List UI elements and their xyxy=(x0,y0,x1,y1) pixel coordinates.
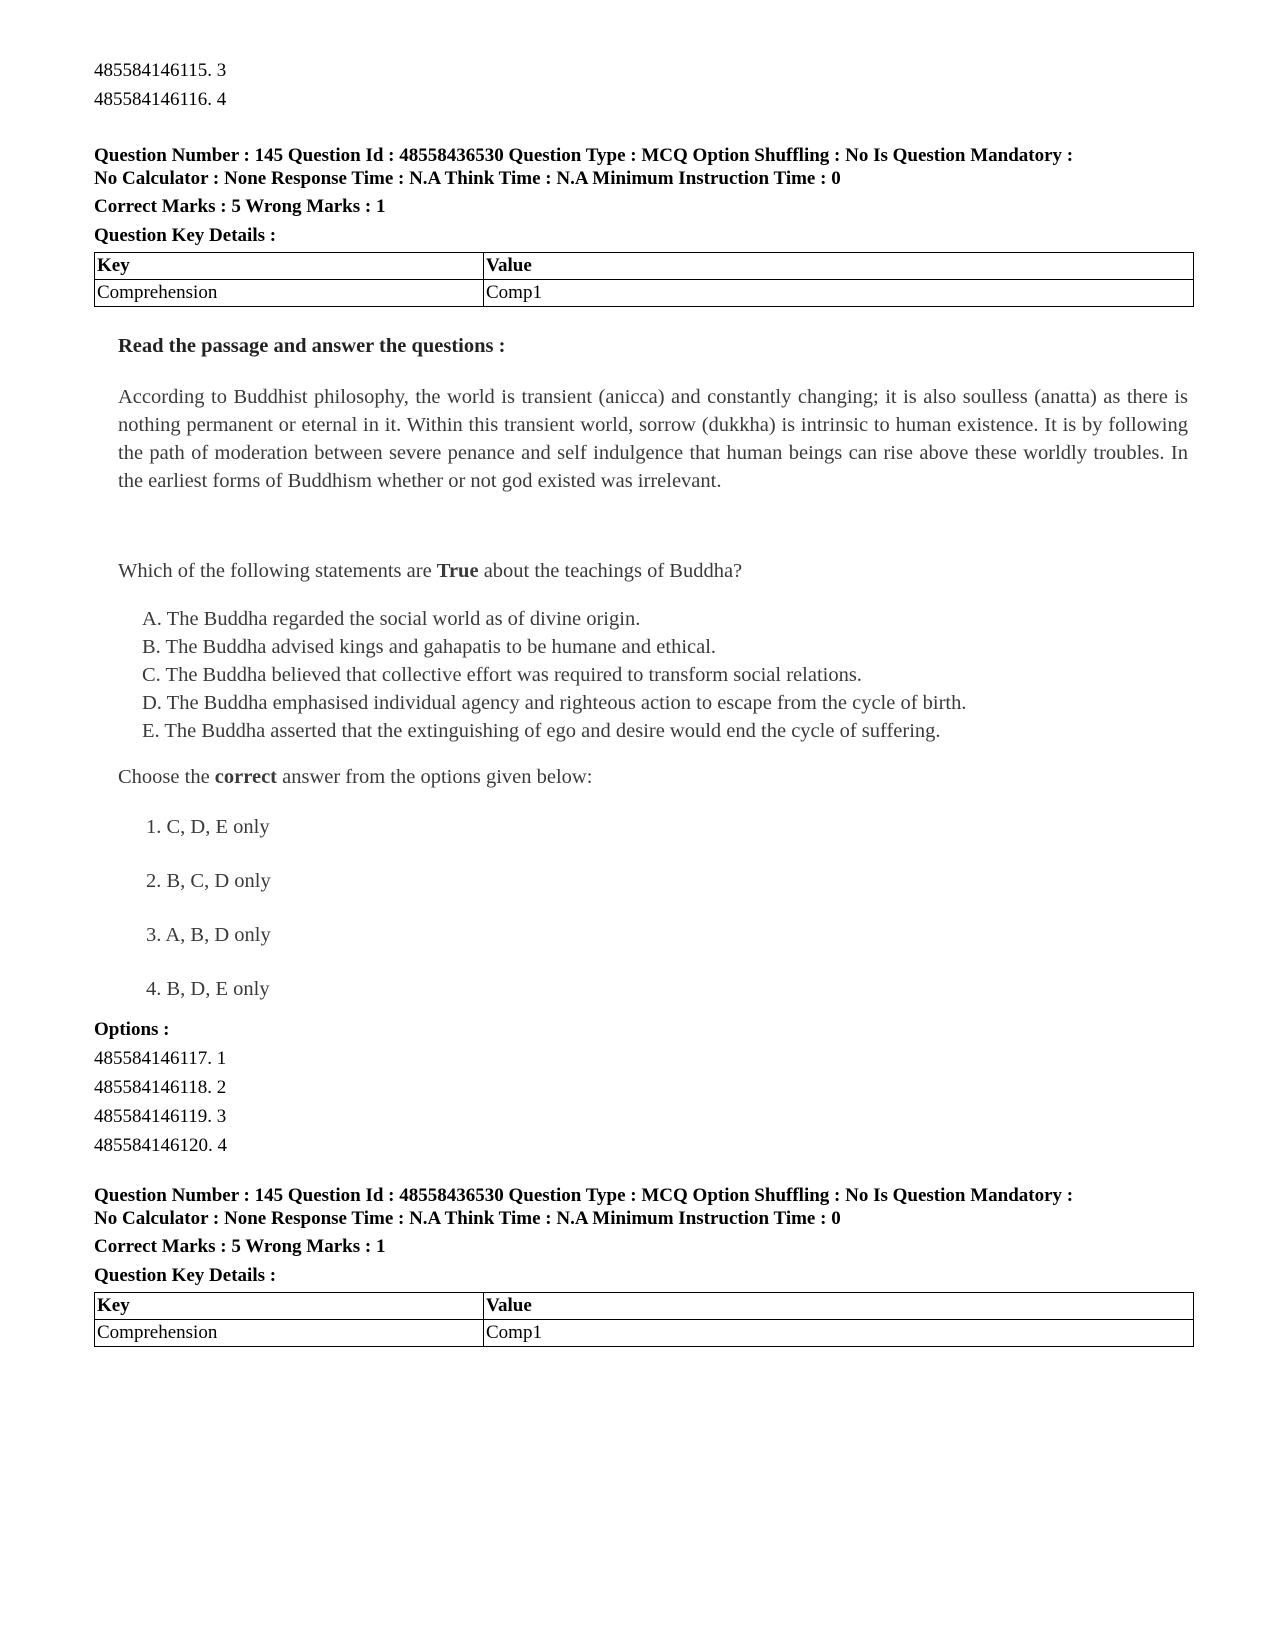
choose-text-before: Choose the xyxy=(118,766,215,788)
value-cell: Comp1 xyxy=(484,280,1194,307)
choose-emphasis: correct xyxy=(214,766,277,788)
question-meta-line-2: No Calculator : None Response Time : N.A Think Time : N.A Minimum Instruction Time : 0 xyxy=(94,1208,841,1229)
answer-choice: 4. B, D, E only xyxy=(146,978,270,1000)
header-key-cell: Key xyxy=(95,1293,484,1320)
answer-choice: 2. B, C, D only xyxy=(146,870,271,892)
statement-item: C. The Buddha believed that collective effort was required to transform social relations. xyxy=(142,664,862,686)
option-line: 485584146117. 1 xyxy=(94,1048,227,1069)
option-line: 485584146115. 3 xyxy=(94,60,227,81)
options-block xyxy=(94,1015,1194,1160)
answer-choice: 3. A, B, D only xyxy=(146,924,271,946)
statement-item: B. The Buddha advised kings and gahapatis to be humane and ethical. xyxy=(142,636,717,658)
passage-text: According to Buddhist philosophy, the world is transient (anicca) and constantly changing; it is also soulless (anatta) as there is nothing permanent or eternal in it. Within this transient world, sorrow (dukkha) is intrinsic to human existence. It is by following the path of moderation between severe penance and self indulgence that human beings can rise above these worldly troubles. In the earliest forms of Buddhism whether or not god existed was irrelevant. xyxy=(118,386,1188,492)
header-value-cell: Value xyxy=(484,1293,1194,1320)
question-meta-line-1: Question Number : 145 Question Id : 48558436530 Question Type : MCQ Option Shuffling : No Is Question Mandatory : xyxy=(94,145,1074,166)
question-key-table xyxy=(94,252,1194,307)
key-details-label: Question Key Details : xyxy=(94,225,277,246)
stem-emphasis: True xyxy=(436,560,479,582)
table-header-row xyxy=(95,1293,1194,1320)
statement-list xyxy=(142,605,1188,745)
key-cell: Comprehension xyxy=(95,1320,484,1347)
statement-item: A. The Buddha regarded the social world as of divine origin. xyxy=(142,608,641,630)
passage-block xyxy=(118,333,1188,1003)
marks-line: Correct Marks : 5 Wrong Marks : 1 xyxy=(94,196,386,217)
option-line: 485584146116. 4 xyxy=(94,89,227,110)
answer-choice: 1. C, D, E only xyxy=(146,816,270,838)
stem-text-before: Which of the following statements are xyxy=(118,560,437,582)
document-page xyxy=(94,56,1194,1347)
table-header-row xyxy=(95,253,1194,280)
header-key-cell: Key xyxy=(95,253,484,280)
table-row xyxy=(95,280,1194,307)
stem-text-after: about the teachings of Buddha? xyxy=(478,560,743,582)
key-cell: Comprehension xyxy=(95,280,484,307)
value-cell: Comp1 xyxy=(484,1320,1194,1347)
question-key-table-2 xyxy=(94,1292,1194,1347)
question-meta xyxy=(94,144,1194,250)
choose-instruction xyxy=(118,763,1188,791)
statement-item: D. The Buddha emphasised individual agency and righteous action to escape from the cycle of birth. xyxy=(142,692,967,714)
option-line: 485584146118. 2 xyxy=(94,1077,227,1098)
marks-line: Correct Marks : 5 Wrong Marks : 1 xyxy=(94,1236,386,1257)
question-stem xyxy=(118,557,1188,585)
options-label: Options : xyxy=(94,1019,170,1040)
option-line: 485584146119. 3 xyxy=(94,1106,227,1127)
key-details-label: Question Key Details : xyxy=(94,1265,277,1286)
question-meta-line-1: Question Number : 145 Question Id : 48558436530 Question Type : MCQ Option Shuffling : No Is Question Mandatory : xyxy=(94,1185,1074,1206)
question-meta-2 xyxy=(94,1184,1194,1290)
header-value-cell: Value xyxy=(484,253,1194,280)
table-row xyxy=(95,1320,1194,1347)
choose-text-after: answer from the options given below: xyxy=(277,766,593,788)
question-meta-line-2: No Calculator : None Response Time : N.A Think Time : N.A Minimum Instruction Time : 0 xyxy=(94,168,841,189)
previous-options xyxy=(94,56,1194,114)
passage-heading: Read the passage and answer the questions : xyxy=(118,335,506,357)
statement-item: E. The Buddha asserted that the extinguishing of ego and desire would end the cycle of suffering. xyxy=(142,720,941,742)
option-line: 485584146120. 4 xyxy=(94,1135,227,1156)
answer-choice-list xyxy=(146,813,1188,1003)
